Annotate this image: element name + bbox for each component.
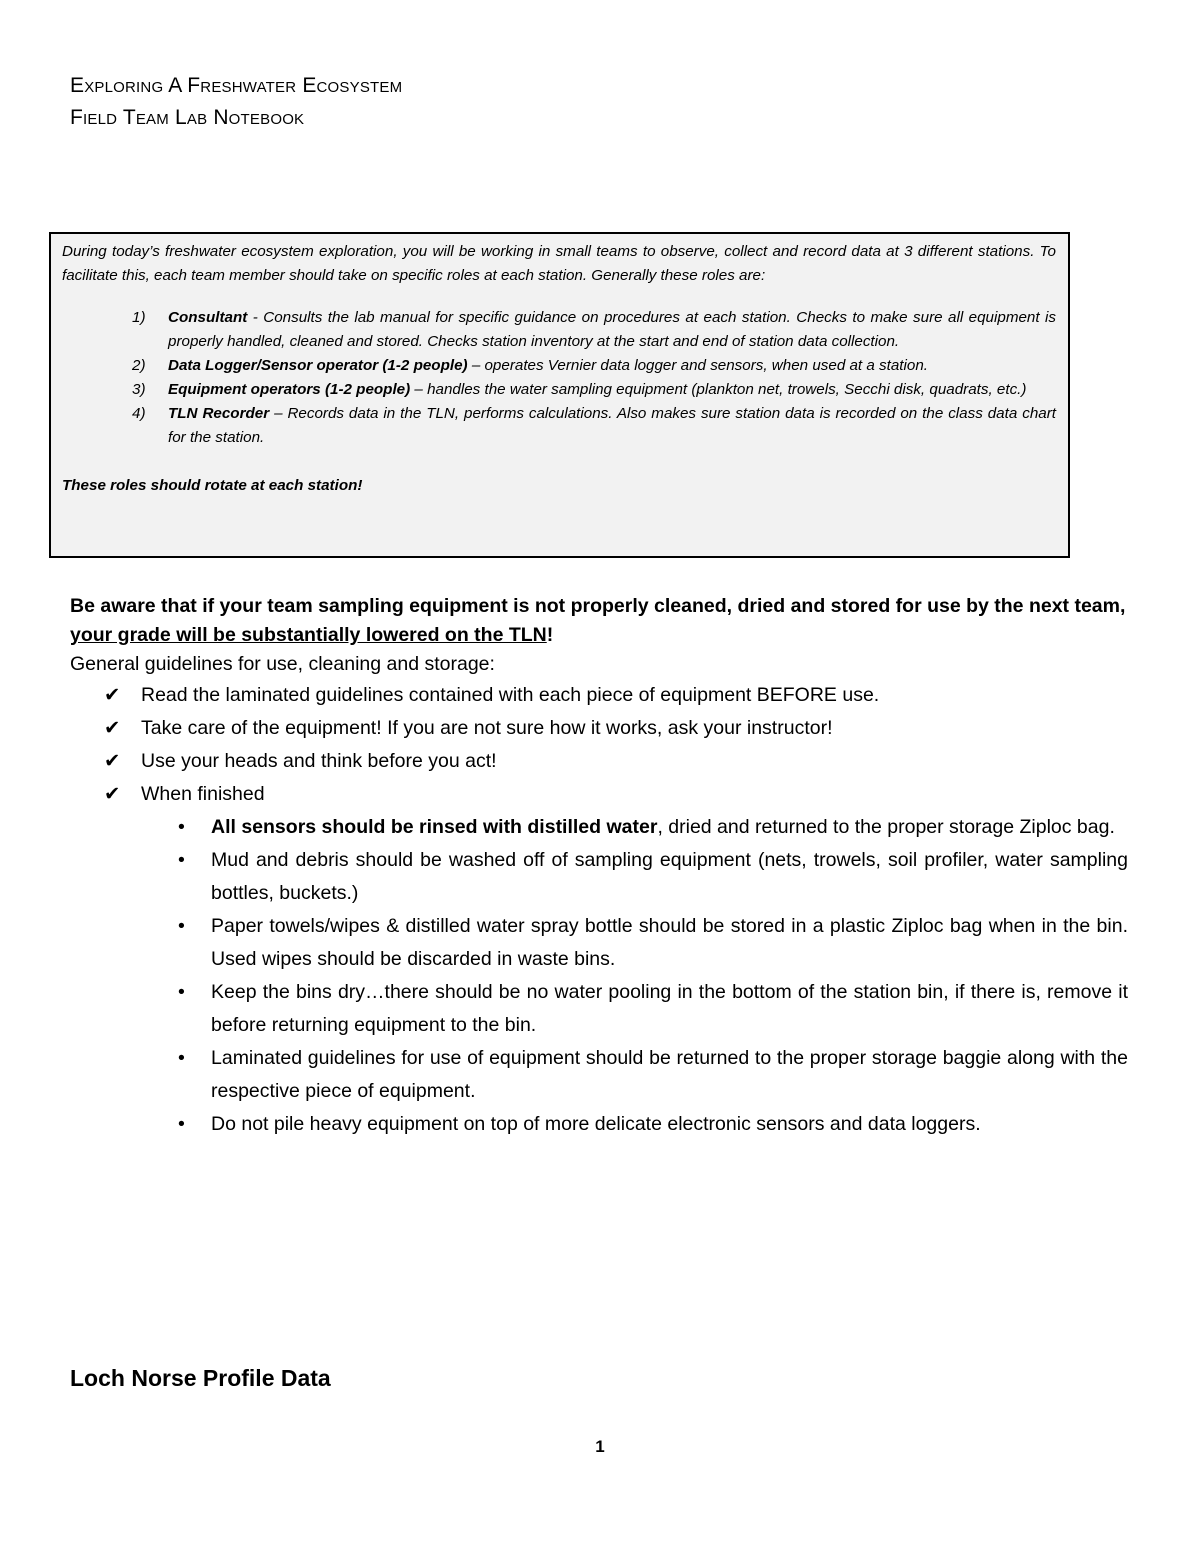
check-icon: ✔ (104, 684, 121, 706)
role-description: - Consults the lab manual for specific guidance on procedures at each station. Checks to make sure all equipment is properly handled, cleaned and stored. Checks station inventory at the start and end of station data collection. (168, 309, 1056, 350)
bullet-text: Mud and debris should be washed off of sampling equipment (nets, trowels, soil profiler, water sampling bottles, buckets.) (211, 849, 1128, 904)
bullet-text: Do not pile heavy equipment on top of more delicate electronic sensors and data loggers. (211, 1113, 981, 1135)
roles-list (62, 306, 1056, 450)
role-name: Consultant (168, 309, 248, 326)
checklist (70, 679, 1128, 811)
warning-end: ! (546, 624, 554, 646)
role-number: 4) (132, 405, 146, 422)
bullet-item (70, 1042, 1128, 1108)
role-description: – Records data in the TLN, performs calculations. Also makes sure station data is recorded on the class data chart for the station. (168, 405, 1056, 446)
role-number: 3) (132, 381, 146, 398)
bullet-text: Paper towels/wipes & distilled water spray bottle should be stored in a plastic Ziploc bag when in the bin. Used wipes should be discarded in waste bins. (211, 915, 1128, 970)
page-number: 1 (595, 1437, 605, 1456)
bullet-text: Keep the bins dry…there should be no water pooling in the bottom of the station bin, if there is, remove it before returning equipment to the bin. (211, 981, 1128, 1036)
role-number: 1) (132, 309, 146, 326)
check-item (70, 712, 1128, 745)
warning-underlined: your grade will be substantially lowered on the TLN (70, 624, 547, 646)
role-name: TLN Recorder (168, 405, 270, 422)
role-description: – handles the water sampling equipment (plankton net, trowels, Secchi disk, quadrats, etc.) (410, 381, 1027, 398)
role-name: Equipment operators (1-2 people) (168, 381, 411, 398)
bullet-icon: • (178, 849, 185, 871)
role-item (62, 402, 1056, 450)
bullet-bold: All sensors should be rinsed with distilled water (211, 816, 658, 838)
document-title: Exploring A Freshwater Ecosystem (70, 74, 403, 97)
bullet-item (70, 811, 1128, 844)
check-icon: ✔ (104, 750, 121, 772)
check-icon: ✔ (104, 717, 121, 739)
bullet-item (70, 976, 1128, 1042)
bullet-icon: • (178, 816, 185, 838)
check-item (70, 745, 1128, 778)
role-item (62, 306, 1056, 354)
roles-closing: These roles should rotate at each station! (62, 477, 363, 494)
role-name: Data Logger/Sensor operator (1-2 people) (168, 357, 468, 374)
guidelines-intro: General guidelines for use, cleaning and storage: (70, 653, 495, 675)
check-item (70, 679, 1128, 712)
bullet-item (70, 1108, 1128, 1141)
role-item (62, 354, 1056, 378)
roles-intro: During today’s freshwater ecosystem exploration, you will be working in small teams to observe, collect and record data at 3 different stations. To facilitate this, each team member should take on specific roles at each station. Generally these roles are: (62, 243, 1056, 284)
document-subtitle: Field Team Lab Notebook (70, 106, 305, 129)
role-item (62, 378, 1056, 402)
bullet-item (70, 844, 1128, 910)
role-number: 2) (132, 357, 146, 374)
bullet-icon: • (178, 981, 185, 1003)
bullet-icon: • (178, 915, 185, 937)
section-heading: Loch Norse Profile Data (70, 1365, 331, 1391)
bullet-icon: • (178, 1047, 185, 1069)
finish-bullet-list (70, 811, 1128, 1141)
check-text: Take care of the equipment! If you are not sure how it works, ask your instructor! (141, 717, 833, 739)
role-description: – operates Vernier data logger and sensors, when used at a station. (467, 357, 929, 374)
bullet-text: Laminated guidelines for use of equipment should be returned to the proper storage baggie along with the respective piece of equipment. (211, 1047, 1128, 1102)
check-icon: ✔ (104, 783, 121, 805)
bullet-text: , dried and returned to the proper storage Ziploc bag. (657, 816, 1115, 838)
guidelines-section (70, 592, 1128, 1141)
check-text: Use your heads and think before you act! (141, 750, 497, 772)
bullet-icon: • (178, 1113, 185, 1135)
check-text: Read the laminated guidelines contained with each piece of equipment BEFORE use. (141, 684, 880, 706)
bullet-item (70, 910, 1128, 976)
warning-main: Be aware that if your team sampling equipment is not properly cleaned, dried and stored for use by the next team, (70, 595, 1126, 617)
roles-box (49, 232, 1070, 558)
check-text: When finished (141, 783, 265, 805)
warning-text (70, 592, 1128, 650)
check-item (70, 778, 1128, 811)
